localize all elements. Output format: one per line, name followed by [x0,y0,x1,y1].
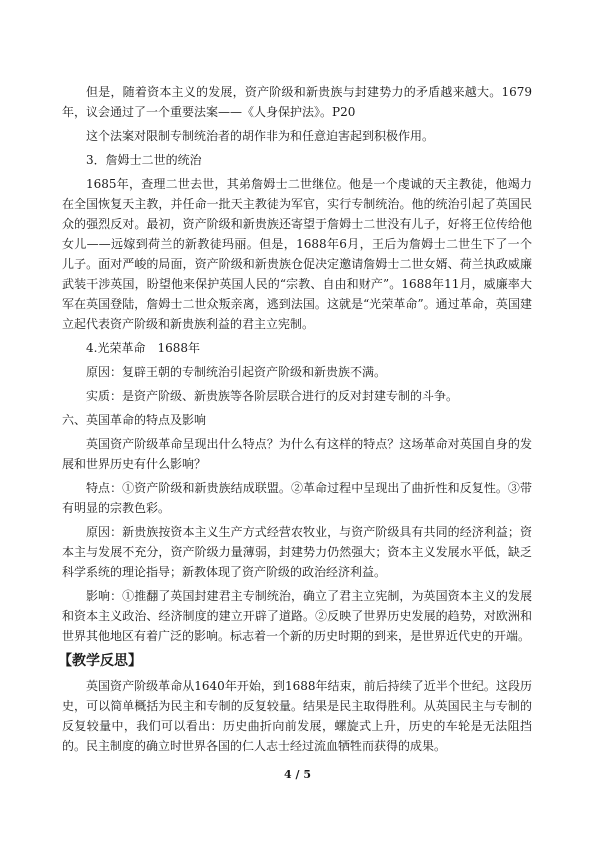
heading-james-ii: 3．詹姆士二世的统治 [86,153,202,167]
section-title-reflection: 【教学反思】 [58,653,142,669]
document-body [58,82,532,760]
paragraph-james-ii: 1685年，查理二世去世，其弟詹姆士二世继位。他是一个虔诚的天主教徒，他竭力在全国恢复天主教，并任命一批天主教徒为军官，实行专制统治。他的统治引起了英国民众的强烈反对。最初，资产阶级和新贵族还寄望于詹姆士二世没有儿子，好将王位传给他女儿——远嫁到荷兰的新教徒玛丽。但是，1688年6月，王后为詹姆士二世生下了一个儿子。面对严峻的局面，资产阶级和新贵族仓促决定邀请詹姆士二世女婿、荷兰执政威廉武装干涉英国，盼望他来保护英国人民的“宗教、自由和财产”。1688年11月，威廉率大军在英国登陆，詹姆士二世众叛亲离，逃到法国。这就是“光荣革命”。通过革命，英国建立起代表资产阶级和新贵族利益的君主立宪制。 [62,177,532,331]
paragraph-question: 英国资产阶级革命呈现出什么特点？为什么有这样的特点？这场革命对英国自身的发展和世界历史有什么影响？ [62,437,532,471]
page-number: 4 / 5 [284,768,311,781]
paragraph-cause: 原因：复辟王朝的专制统治引起资产阶级和新贵族不满。 [86,365,387,379]
heading-characteristics: 六、英国革命的特点及影响 [62,413,207,427]
paragraph-features: 特点：①资产阶级和新贵族结成联盟。②革命过程中呈现出了曲折性和反复性。③带有明显的宗教色彩。 [62,481,532,515]
paragraph-reasons: 原因：新贵族按资本主义生产方式经营农牧业，与资产阶级具有共同的经济利益；资本主与发展不充分，资产阶级力量薄弱，封建势力仍然强大；资本主义发展水平低，缺乏科学系统的理论指导；新教体现了资产阶级的政治经济利益。 [62,525,532,579]
paragraph-influence: 影响：①推翻了英国封建君主专制统治，确立了君主立宪制，为英国资本主义的发展和资本主义政治、经济制度的建立开辟了道路。②反映了世界历史发展的趋势，对欧洲和世界其他地区有着广泛的影响。标志着一个新的历史时期的到来，是世界近代史的开端。 [62,589,532,643]
paragraph-act-effect: 这个法案对限制专制统治者的胡作非为和任意迫害起到积极作用。 [86,129,435,143]
paragraph-habeas-corpus: 但是，随着资本主义的发展，资产阶级和新贵族与封建势力的矛盾越来越大。1679年，议会通过了一个重要法案——《人身保护法》。P20 [62,85,532,119]
heading-glorious-revolution: 4.光荣革命 1688年 [86,341,200,355]
paragraph-essence: 实质：是资产阶级、新贵族等各阶层联合进行的反对封建专制的斗争。 [86,389,459,403]
paragraph-reflection: 英国资产阶级革命从1640年开始，到1688年结束，前后持续了近半个世纪。这段历史，可以简单概括为民主和专制的反复较量。结果是民主取得胜利。从英国民主与专制的反复较量中，我们可以看出：历史曲折向前发展，螺旋式上升，历史的车轮是无法阻挡的。民主制度的确立时世界各国的仁人志士经过流血牺牲而获得的成果。 [62,679,532,753]
